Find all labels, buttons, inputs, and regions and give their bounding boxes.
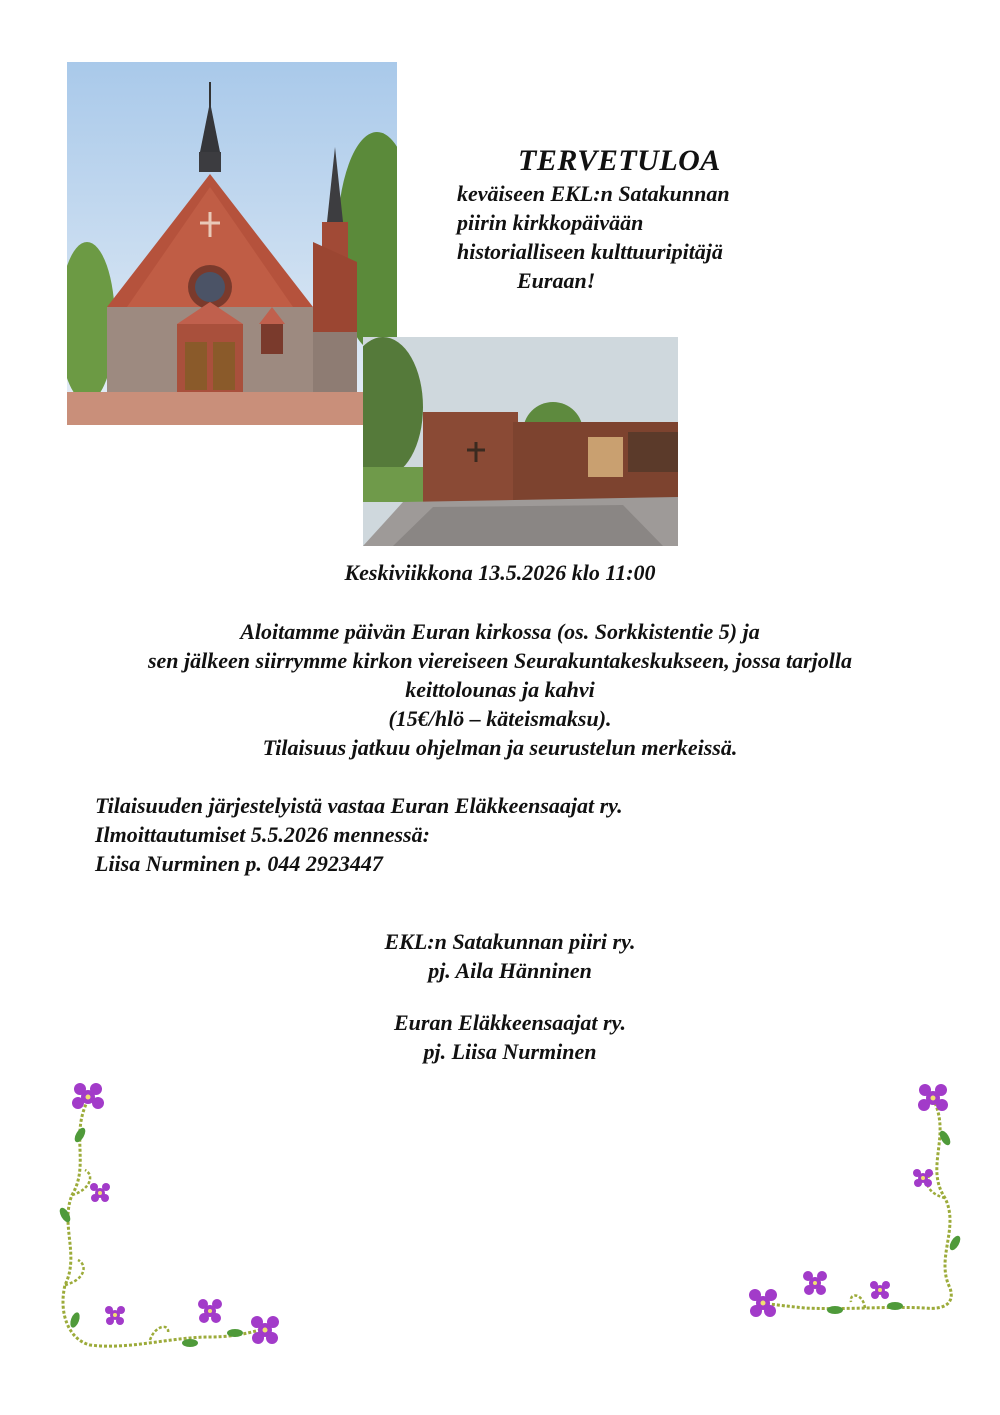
welcome-title: TERVETULOA (518, 144, 721, 177)
parish-center-photo (363, 337, 678, 546)
signature-block (0, 1008, 1000, 1066)
program-line: sen jälkeen siirrymme kirkon viereiseen Seurakuntakeskukseen, jossa tarjolla (147, 648, 853, 673)
organizer-info (95, 791, 623, 878)
church-photo (67, 62, 397, 425)
signature-person: pj. Liisa Nurminen (423, 1039, 597, 1064)
welcome-block (457, 143, 857, 295)
signature-org: Euran Eläkkeensaajat ry. (393, 1010, 627, 1035)
flower-vine-icon (50, 1075, 290, 1365)
registration-deadline: Ilmoittautumiset 5.5.2026 mennessä: (95, 822, 430, 847)
signature-block (0, 927, 1000, 985)
contact-line: Liisa Nurminen p. 044 2923447 (95, 851, 383, 876)
event-date: Keskiviikkona 13.5.2026 klo 11:00 (344, 560, 656, 585)
welcome-line: keväiseen EKL:n Satakunnan (457, 181, 730, 206)
signature-person: pj. Aila Hänninen (428, 958, 592, 983)
program-line: keittolounas ja kahvi (405, 677, 595, 702)
organizer-line: Tilaisuuden järjestelyistä vastaa Euran Eläkkeensaajat ry. (95, 793, 623, 818)
program-line: Tilaisuus jatkuu ohjelman ja seurustelun merkeissä. (262, 735, 738, 760)
signature-org: EKL:n Satakunnan piiri ry. (384, 929, 636, 954)
program-text (0, 617, 1000, 762)
welcome-line: piirin kirkkopäivään (457, 210, 644, 235)
program-line: Aloitamme päivän Euran kirkossa (os. Sorkkistentie 5) ja (240, 619, 760, 644)
welcome-line: Euraan! (517, 268, 596, 293)
flower-vine-icon (745, 1078, 975, 1328)
program-line: (15€/hlö – käteismaksu). (388, 706, 612, 731)
welcome-line: historialliseen kulttuuripitäjä (457, 239, 723, 264)
